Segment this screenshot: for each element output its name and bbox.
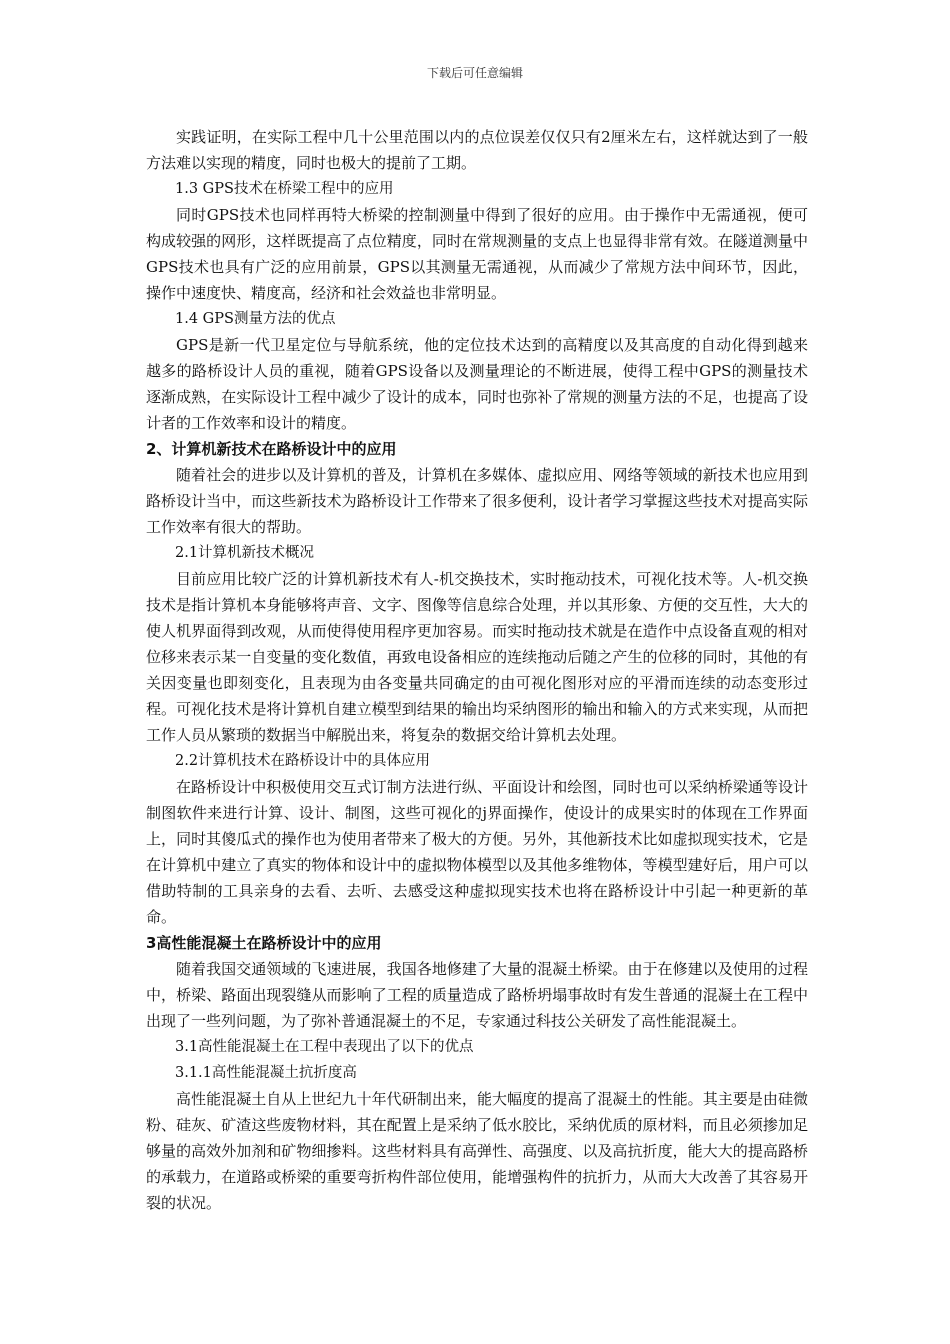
section-heading: 2、计算机新技术在路桥设计中的应用 xyxy=(146,440,397,458)
paragraph: 目前应用比较广泛的计算机新技术有人-机交换技术，实时拖动技术，可视化技术等。人-机交换技术是指计算机本身能够将声音、文字、图像等信息综合处理，并以其形象、方便的交互性，大大的使人机界面得到改观，从而使得使用程序更加容易。而实时拖动技术就是在造作中点设备直观的相对位移来表示某一自变量的变化数值，再致电设备相应的连续拖动后随之产生的位移的同时，其他的有关因变量也即刻变化，且表现为由各变量共同确定的由可视化图形对应的平滑而连续的动态变形过程。可视化技术是将计算机自建立模型到结果的输出均采纳图形的输出和输入的方式来实现，从而把工作人员从繁琐的数据当中解脱出来，将复杂的数据交给计算机去处理。 xyxy=(146,570,808,744)
paragraph: 实践证明，在实际工程中几十公里范围以内的点位误差仅仅只有2厘米左右，这样就达到了一般方法难以实现的精度，同时也极大的提前了工期。 xyxy=(146,128,808,172)
paragraph: 高性能混凝土自从上世纪九十年代研制出来，能大幅度的提高了混凝土的性能。其主要是由硅微粉、硅灰、矿渣这些废物材料，其在配置上是采纳了低水胶比，采纳优质的原材料，而且必须掺加足够量的高效外加剂和矿物细掺料。这些材料具有高弹性、高强度、以及高抗折度，能大大的提高路桥的承载力，在道路或桥梁的重要弯折构件部位使用，能增强构件的抗折力，从而大大改善了其容易开裂的状况。 xyxy=(146,1090,808,1212)
subsection-heading: 3.1高性能混凝土在工程中表现出了以下的优点 xyxy=(175,1039,474,1055)
subsection-heading: 2.2计算机技术在路桥设计中的具体应用 xyxy=(175,753,431,769)
section-heading: 3高性能混凝土在路桥设计中的应用 xyxy=(146,934,382,952)
paragraph: 在路桥设计中积极使用交互式订制方法进行纵、平面设计和绘图，同时也可以采纳桥梁通等设计制图软件来进行计算、设计、制图，这些可视化的j界面操作，使设计的成果实时的体现在工作界面上，同时其傻瓜式的操作也为使用者带来了极大的方便。另外，其他新技术比如虚拟现实技术，它是在计算机中建立了真实的物体和设计中的虚拟物体模型以及其他多维物体，等模型建好后，用户可以借助特制的工具亲身的去看、去听、去感受这种虚拟现实技术也将在路桥设计中引起一种更新的革命。 xyxy=(146,778,808,926)
subsection-heading: 3.1.1高性能混凝土抗折度高 xyxy=(175,1065,357,1081)
paragraph: GPS是新一代卫星定位与导航系统，他的定位技术达到的高精度以及其高度的自动化得到越来越多的路桥设计人员的重视，随着GPS设备以及测量理论的不断进展，使得工程中GPS的测量技术逐渐成熟，在实际设计工程中减少了设计的成本，同时也弥补了常规的测量方法的不足，也提高了设计者的工作效率和设计的精度。 xyxy=(146,336,808,432)
subsection-heading: 1.3 GPS技术在桥梁工程中的应用 xyxy=(175,181,394,197)
subsection-heading: 1.4 GPS测量方法的优点 xyxy=(175,311,336,327)
document-body xyxy=(146,124,808,1216)
subsection-heading: 2.1计算机新技术概况 xyxy=(175,545,315,561)
paragraph: 同时GPS技术也同样再特大桥梁的控制测量中得到了很好的应用。由于操作中无需通视，便可构成较强的网形，这样既提高了点位精度，同时在常规测量的支点上也显得非常有效。在隧道测量中GPS技术也具有广泛的应用前景，GPS以其测量无需通视，从而减少了常规方法中间环节，因此，操作中速度快、精度高，经济和社会效益也非常明显。 xyxy=(146,206,808,302)
paragraph: 随着社会的进步以及计算机的普及，计算机在多媒体、虚拟应用、网络等领域的新技术也应用到路桥设计当中，而这些新技术为路桥设计工作带来了很多便利，设计者学习掌握这些技术对提高实际工作效率有很大的帮助。 xyxy=(146,466,808,536)
paragraph: 随着我国交通领域的飞速进展，我国各地修建了大量的混凝土桥梁。由于在修建以及使用的过程中，桥梁、路面出现裂缝从而影响了工程的质量造成了路桥坍塌事故时有发生普通的混凝土在工程中出现了一些列问题，为了弥补普通混凝土的不足，专家通过科技公关研发了高性能混凝土。 xyxy=(146,960,808,1030)
page-header: 下载后可任意编辑 xyxy=(426,66,523,80)
